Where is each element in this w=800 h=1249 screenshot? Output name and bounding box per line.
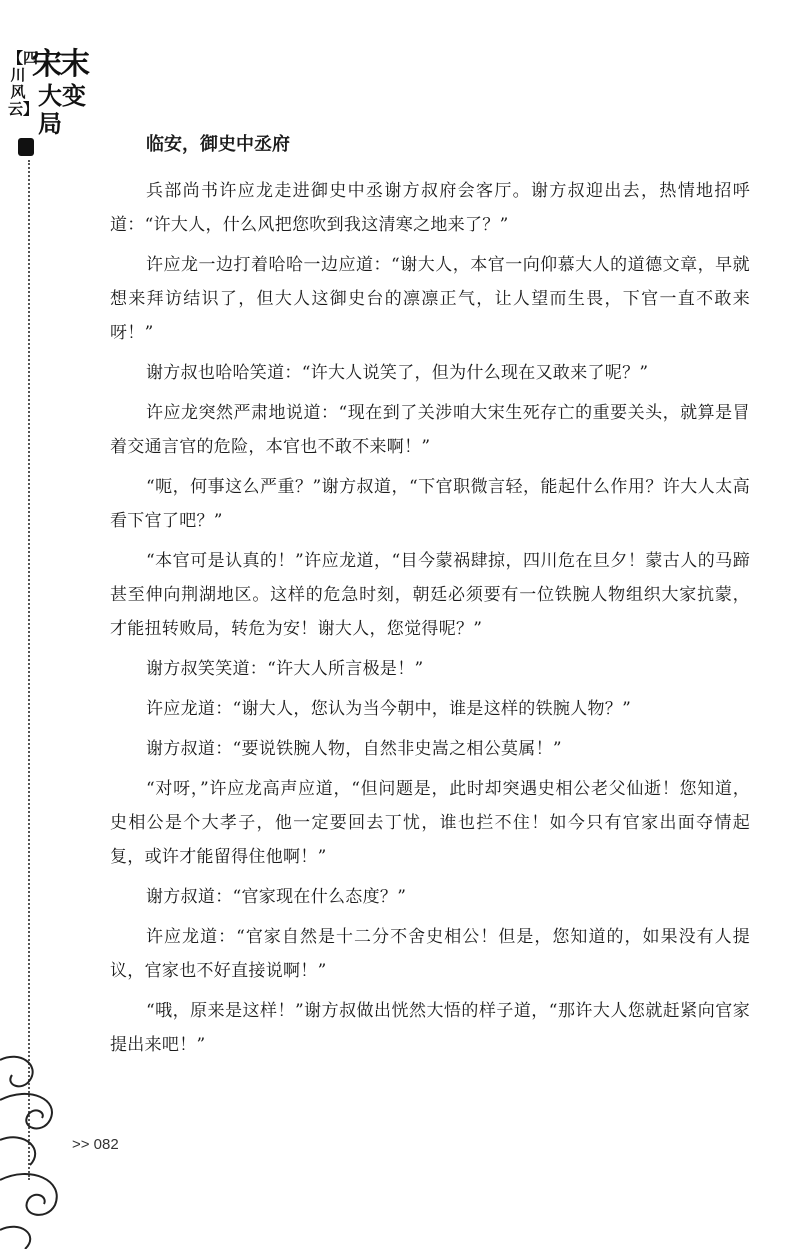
paragraph: “哦，原来是这样！”谢方叔做出恍然大悟的样子道，“那许大人您就赶紧向官家提出来吧！” <box>110 1001 750 1055</box>
paragraph: 兵部尚书许应龙走进御史中丞谢方叔府会客厅。谢方叔迎出去，热情地招呼道：“许大人，什么风把您吹到我这清寒之地来了？” <box>110 181 750 235</box>
paragraph: “呃，何事这么严重？”谢方叔道，“下官职微言轻，能起什么作用？许大人太高看下官了吧？” <box>110 477 750 531</box>
book-title-line2: 大变局 <box>38 81 86 138</box>
book-title-line1: 宋末 <box>32 47 88 82</box>
paragraph: 许应龙道：“谢大人，您认为当今朝中，谁是这样的铁腕人物？” <box>146 699 632 719</box>
page-content <box>110 128 750 1068</box>
book-title <box>32 48 94 138</box>
cloud-ornament-icon <box>0 1040 80 1249</box>
paragraph: 谢方叔道：“官家现在什么态度？” <box>146 887 407 907</box>
seal-stamp <box>18 138 34 156</box>
page-number: >> 082 <box>72 1136 119 1153</box>
paragraph: 许应龙道：“官家自然是十二分不舍史相公！但是，您知道的，如果没有人提议，官家也不好直接说啊！” <box>110 927 750 981</box>
paragraph: 谢方叔也哈哈笑道：“许大人说笑了，但为什么现在又敢来了呢？” <box>146 363 649 383</box>
margin-dotted-rule <box>28 160 30 1180</box>
paragraph: 许应龙一边打着哈哈一边应道：“谢大人，本官一向仰慕大人的道德文章，早就想来拜访结识了，但大人这御史台的凛凛正气，让人望而生畏，下官一直不敢来呀！” <box>110 255 750 343</box>
section-heading: 临安，御史中丞府 <box>146 134 290 155</box>
paragraph: 许应龙突然严肃地说道：“现在到了关涉咱大宋生死存亡的重要关头，就算是冒着交通言官的危险，本官也不敢不来啊！” <box>110 403 750 457</box>
series-tag: 【四川风云】 <box>8 49 39 118</box>
paragraph: “对呀，”许应龙高声应道，“但问题是，此时却突遇史相公老父仙逝！您知道，史相公是个大孝子，他一定要回去丁忧，谁也拦不住！如今只有官家出面夺情起复，或许才能留得住他啊！” <box>110 779 750 867</box>
paragraph: “本官可是认真的！”许应龙道，“目今蒙祸肆掠，四川危在旦夕！蒙古人的马蹄甚至伸向荆湖地区。这样的危急时刻，朝廷必须要有一位铁腕人物组织大家抗蒙，才能扭转败局，转危为安！谢大人，您觉得呢？” <box>110 551 750 639</box>
paragraph: 谢方叔笑笑道：“许大人所言极是！” <box>146 659 424 679</box>
paragraph: 谢方叔道：“要说铁腕人物，自然非史嵩之相公莫属！” <box>146 739 562 759</box>
